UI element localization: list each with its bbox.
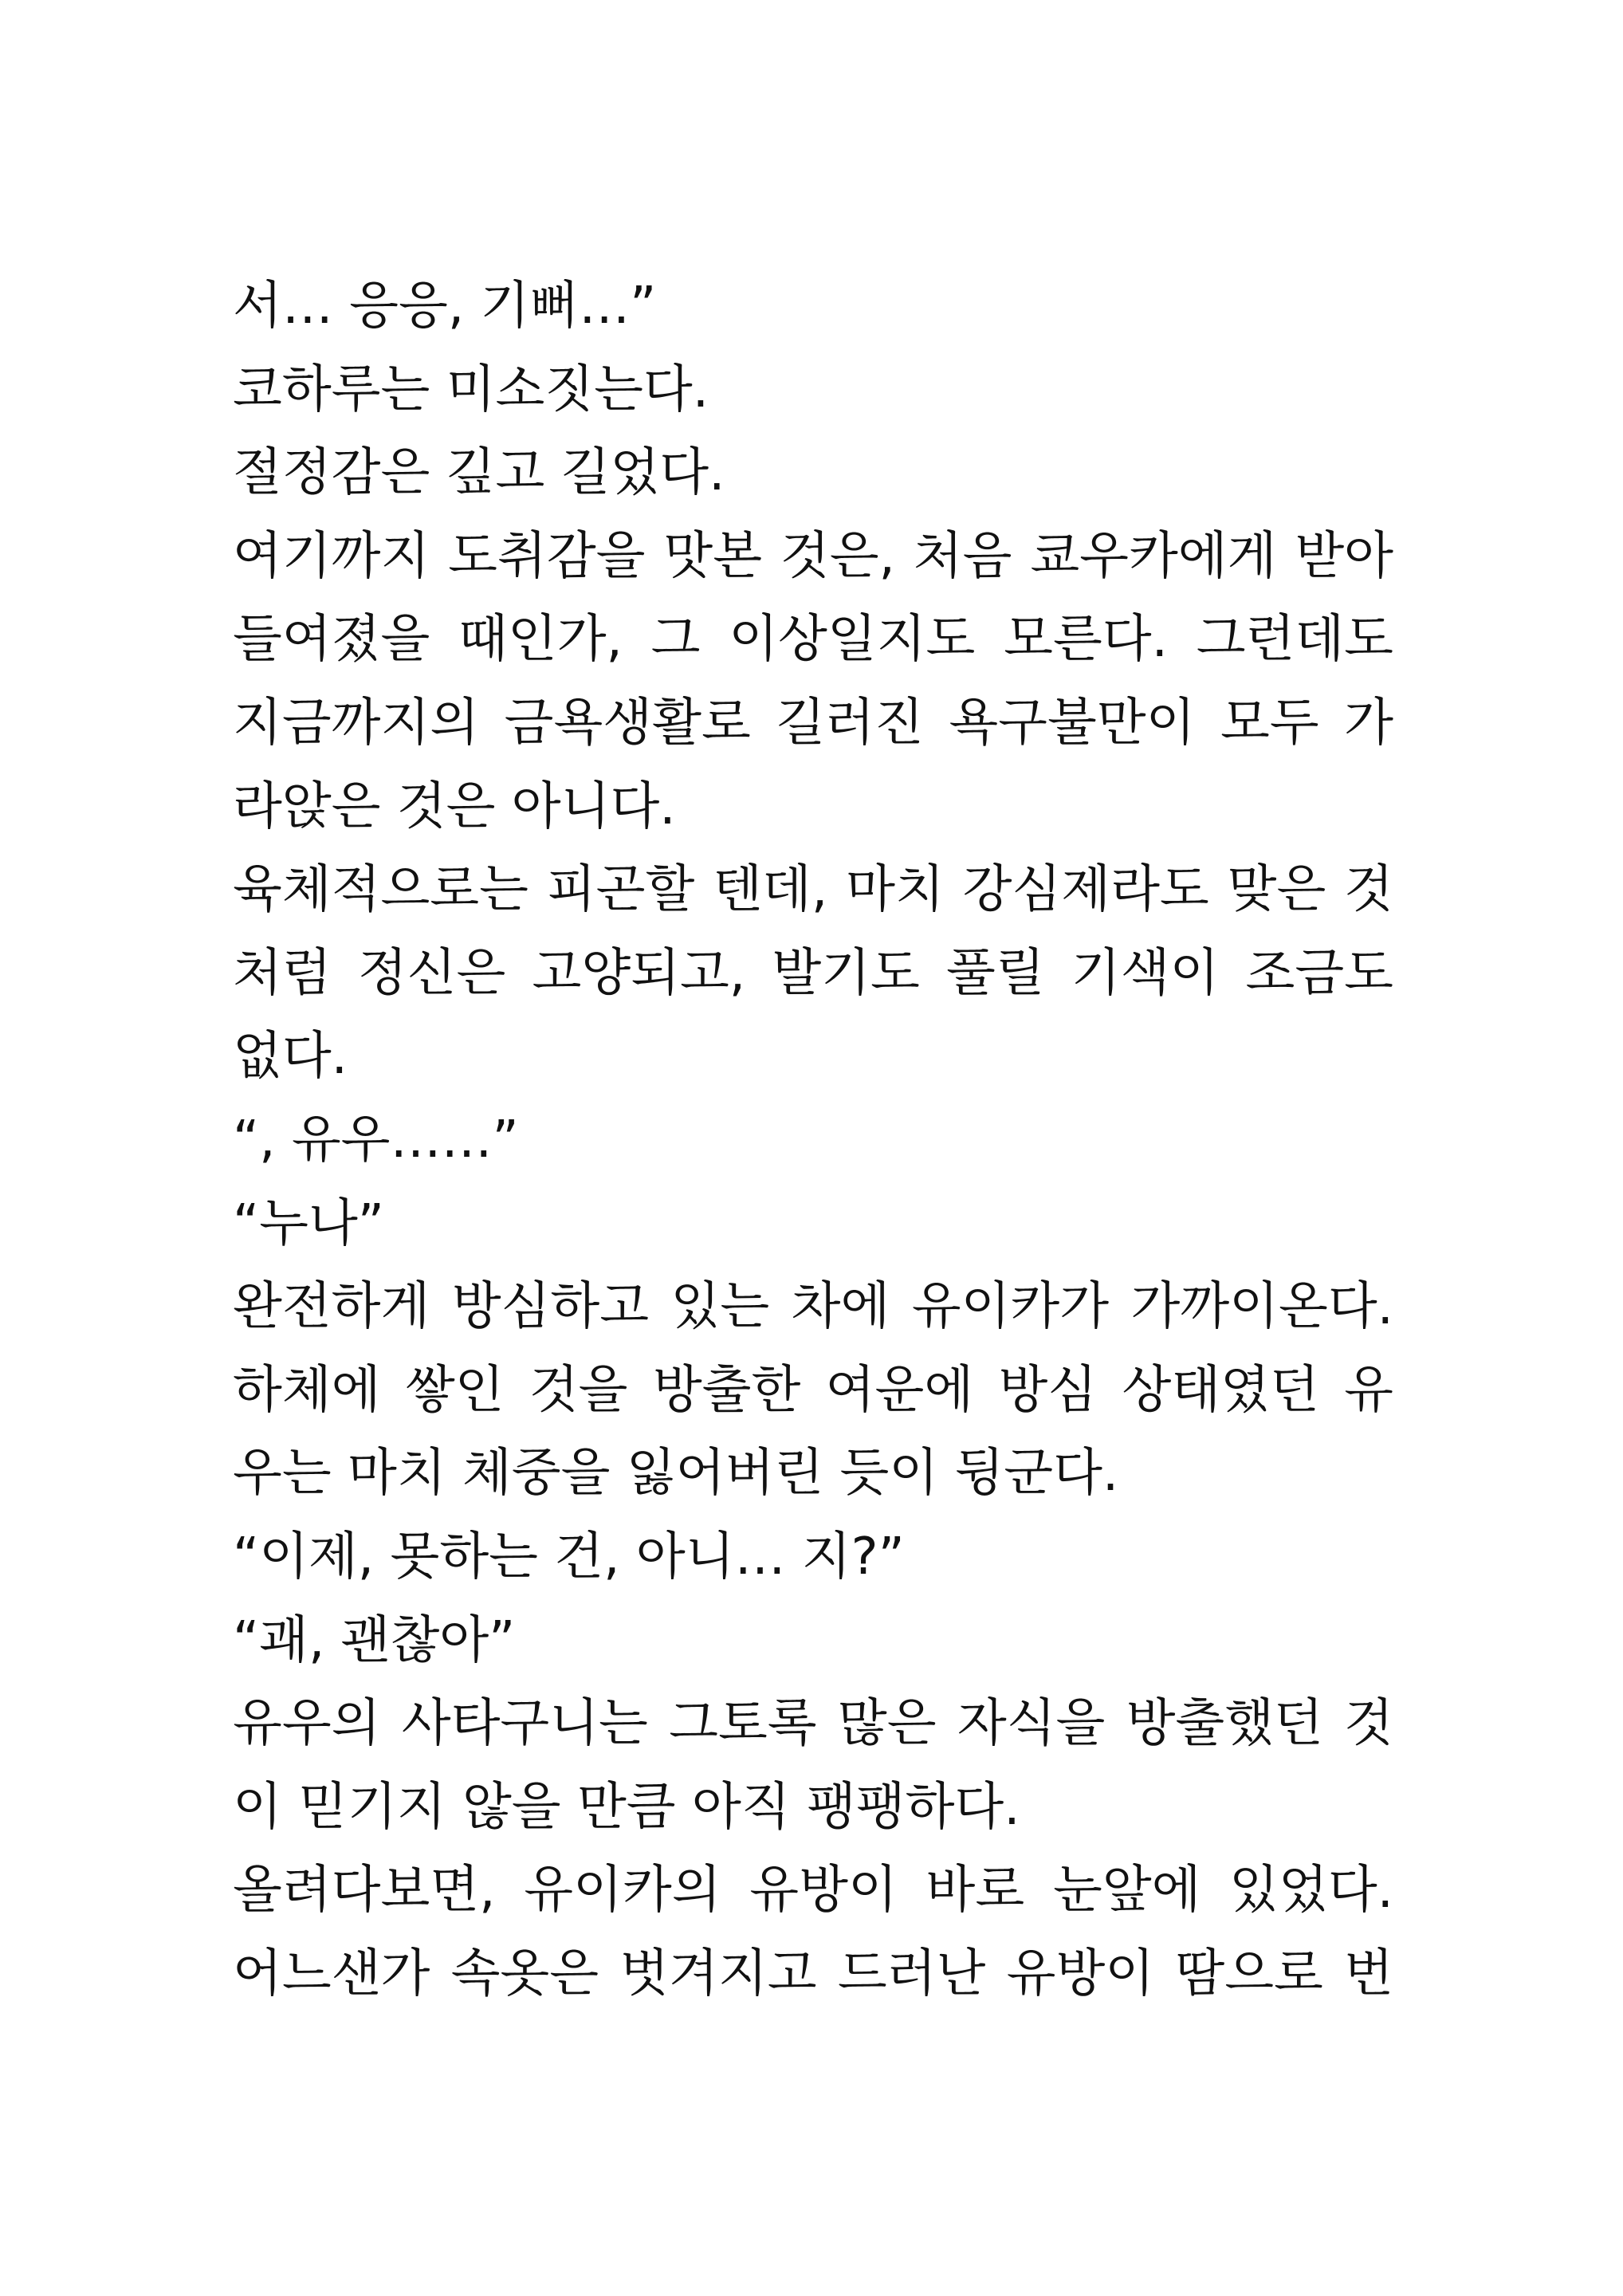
text-line: “누나” <box>233 1193 384 1253</box>
text-line: “, 유우……” <box>233 1110 519 1170</box>
text-line: 올려다보면, 유이카의 유방이 바로 눈앞에 있었다. <box>233 1861 1393 1921</box>
text-line: 지금까지의 금욕생활로 길러진 욕구불만이 모두 가 <box>233 693 1393 753</box>
text-line: 절정감은 깊고 길었다. <box>233 443 725 503</box>
body-text <box>233 265 1393 2015</box>
text-line: “괘, 괜찮아” <box>233 1610 516 1670</box>
text-line: “이제, 못하는 건, 아니… 지?” <box>233 1527 905 1586</box>
text-line: 하체에 쌓인 것을 방출한 여운에 방심 상태였던 유 <box>233 1360 1393 1420</box>
text-line: 서… 응응, 기뻐…” <box>233 277 657 336</box>
text-line: 여기까지 도취감을 맛본 것은, 처음 쿄우카에게 받아 <box>233 526 1393 586</box>
text-line: 어느샌가 속옷은 벗겨지고 드러난 유방이 땀으로 번 <box>233 1944 1393 2003</box>
text-line: 우는 마치 체중을 잃어버린 듯이 뒹군다. <box>233 1444 1119 1504</box>
text-line: 없다. <box>233 1027 348 1087</box>
text-line: 라앉은 것은 아니다. <box>233 776 676 836</box>
text-line: 완전하게 방심하고 있는 차에 유이카가 가까이온다. <box>233 1277 1393 1337</box>
text-line: 육체적으로는 피곤할 텐데, 마치 강심제라도 맞은 것 <box>233 860 1393 920</box>
text-line: 이 믿기지 않을 만큼 아직 팽팽하다. <box>233 1777 1020 1837</box>
text-line: 들여졌을 때인가, 그 이상일지도 모른다. 그런데도 <box>233 610 1393 670</box>
text-line: 코하루는 미소짓는다. <box>233 360 709 419</box>
text-line: 처럼 정신은 고양되고, 발기도 풀릴 기색이 조금도 <box>233 943 1393 1003</box>
text-line: 유우의 사타구니는 그토록 많은 자식을 방출했던 것 <box>233 1694 1393 1754</box>
